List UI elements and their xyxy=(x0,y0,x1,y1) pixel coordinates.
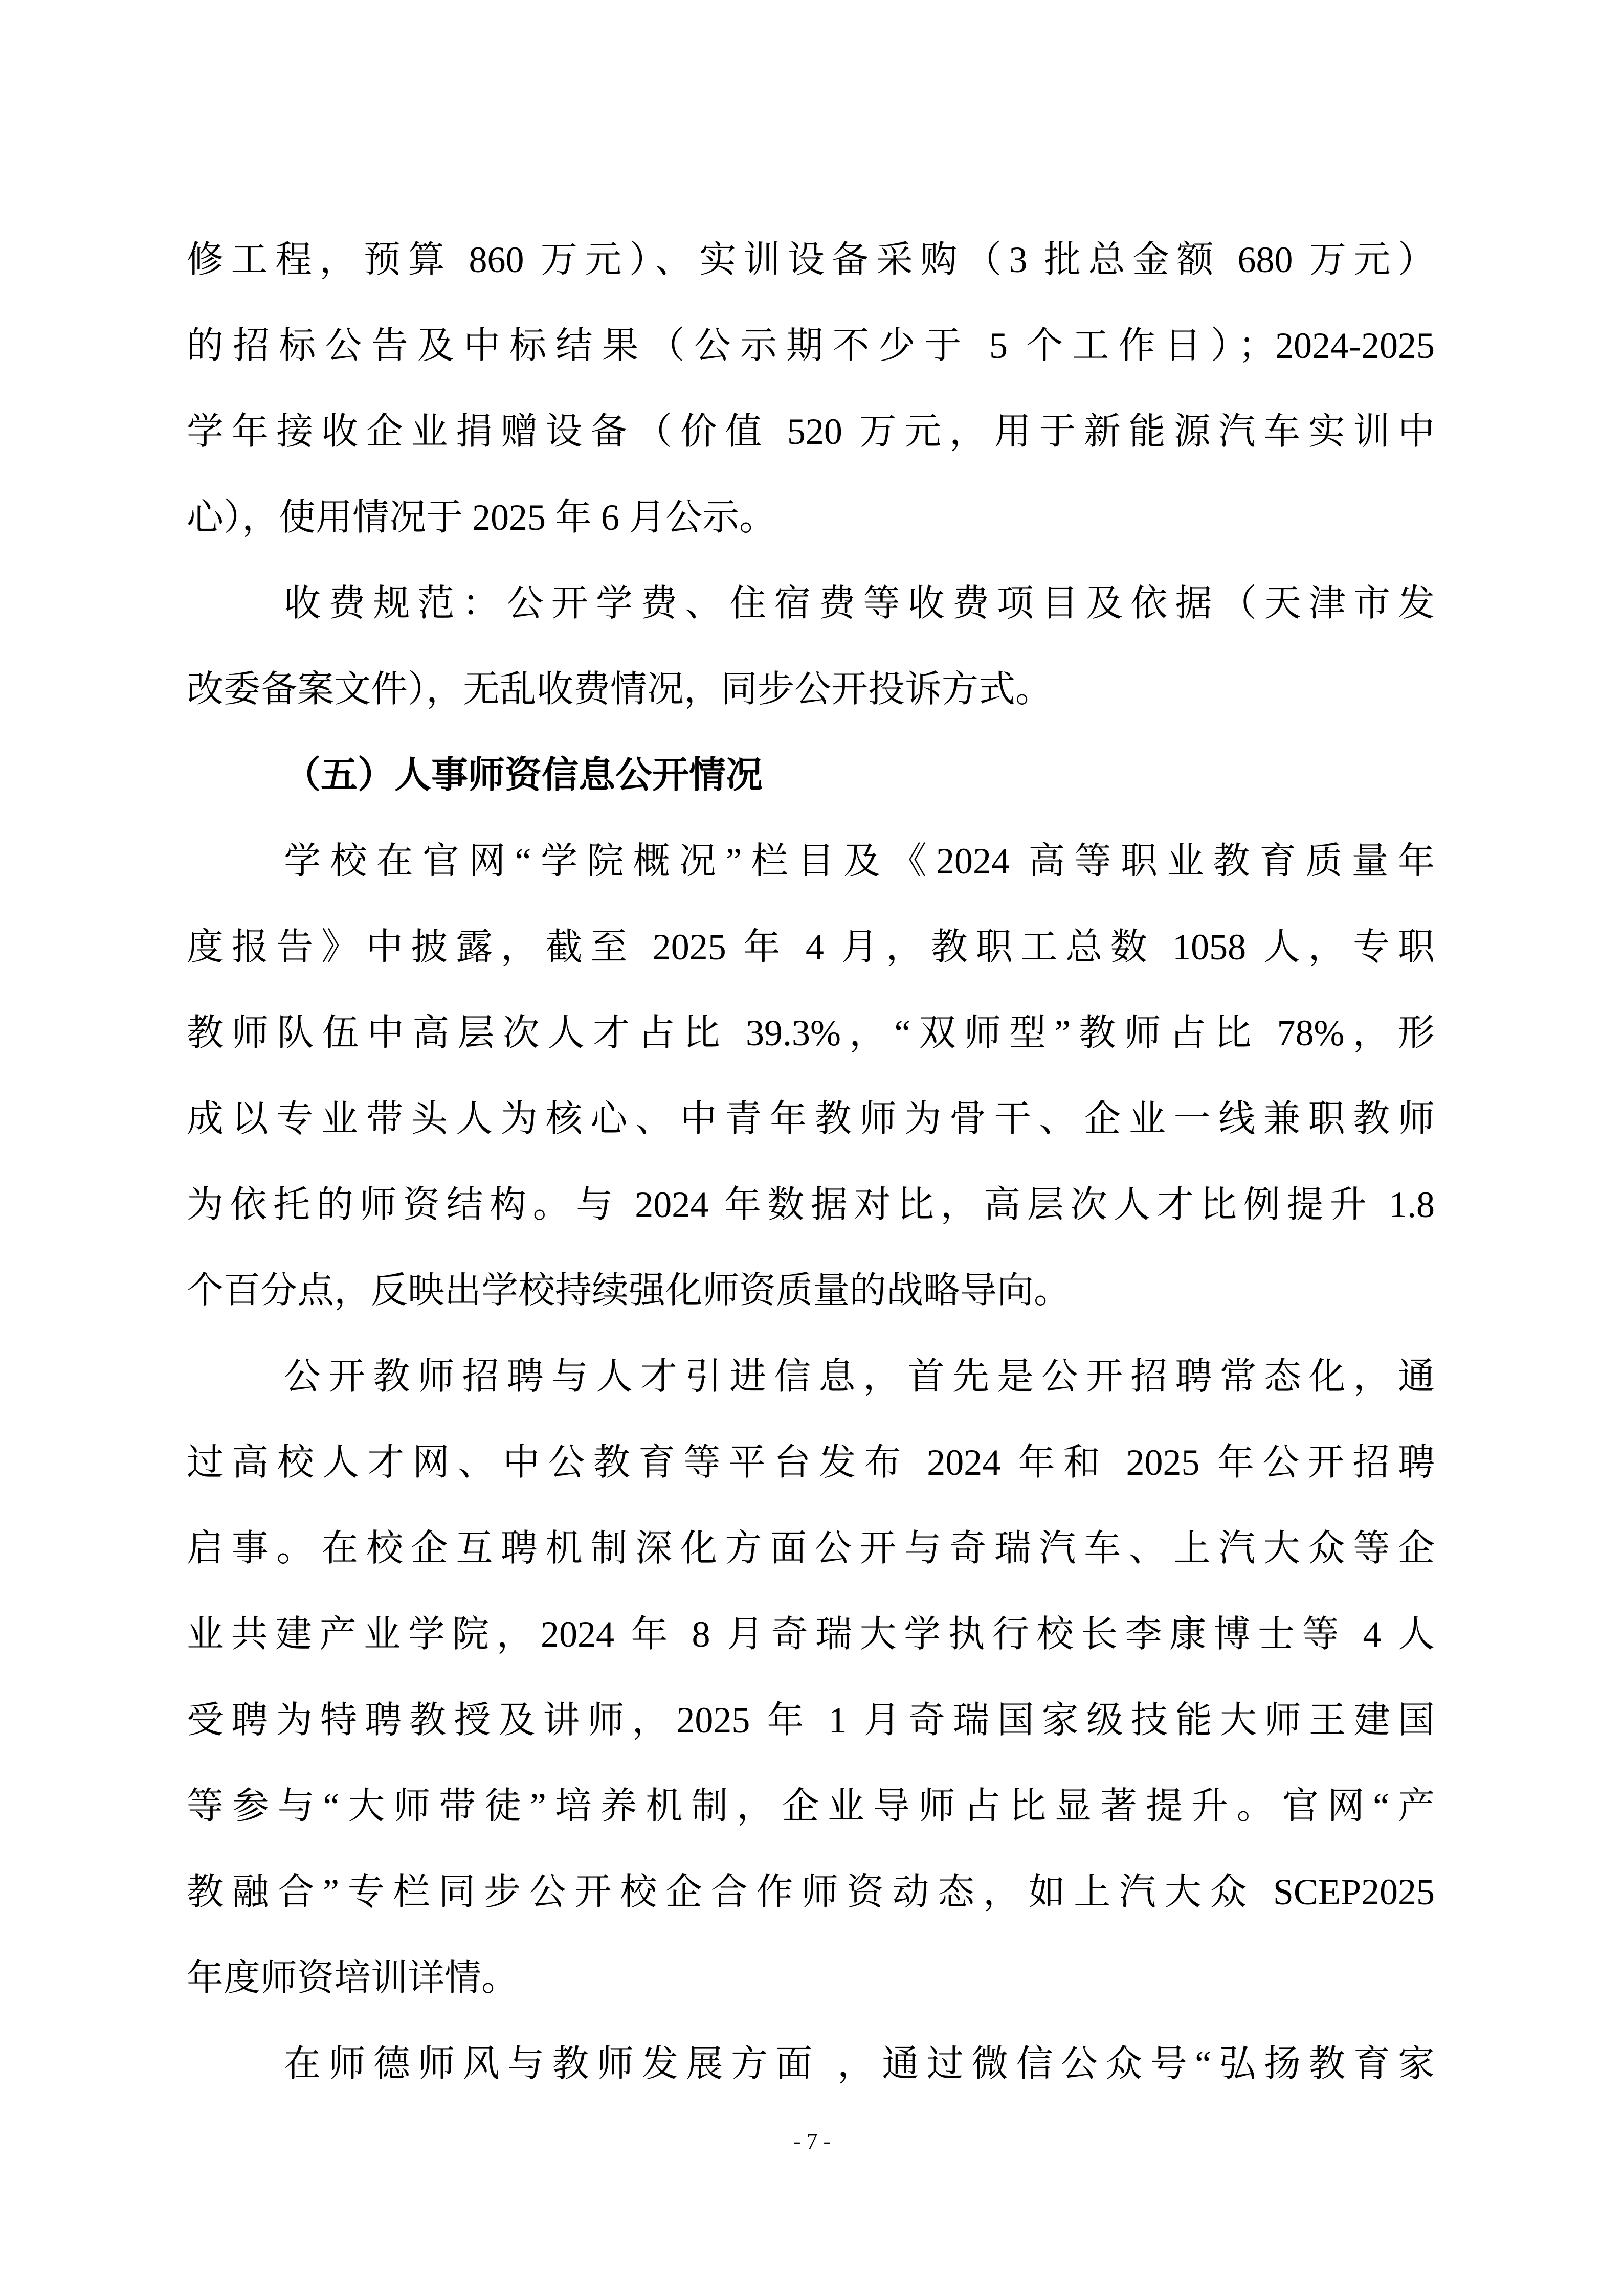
document-body xyxy=(187,217,1435,2107)
text-line: 学年接收企业捐赠设备（价值 520 万元，用于新能源汽车实训中 xyxy=(187,411,1435,452)
text-line: 教师队伍中高层次人才占比 39.3%，“双师型”教师占比 78%，形 xyxy=(187,1012,1435,1053)
text-line: 受聘为特聘教授及讲师，2025 年 1 月奇瑞国家级技能大师王建国 xyxy=(187,1700,1435,1741)
text-line: 公开教师招聘与人才引进信息，首先是公开招聘常态化，通 xyxy=(284,1356,1435,1397)
text-line: 等参与“大师带徒”培养机制，企业导师占比显著提升。官网“产 xyxy=(187,1786,1435,1827)
text-line: 改委备案文件），无乱收费情况，同步公开投诉方式。 xyxy=(187,669,1053,710)
text-line: 度报告》中披露，截至 2025 年 4 月，教职工总数 1058 人，专职 xyxy=(187,927,1435,967)
section-heading: （五）人事师资信息公开情况 xyxy=(284,755,763,796)
text-line: 学校在官网“学院概况”栏目及《2024 高等职业教育质量年 xyxy=(284,841,1435,882)
text-line: 年度师资培训详情。 xyxy=(187,1957,519,1998)
text-line: 成以专业带头人为核心、中青年教师为骨干、企业一线兼职教师 xyxy=(187,1098,1435,1139)
text-line: 业共建产业学院，2024 年 8 月奇瑞大学执行校长李康博士等 4 人 xyxy=(187,1614,1435,1655)
text-line: 收费规范：公开学费、住宿费等收费项目及依据（天津市发 xyxy=(284,583,1435,624)
text-line: 个百分点，反映出学校持续强化师资质量的战略导向。 xyxy=(187,1270,1071,1311)
text-line: 心），使用情况于 2025 年 6 月公示。 xyxy=(187,497,776,538)
text-line: 为依托的师资结构。与 2024 年数据对比，高层次人才比例提升 1.8 xyxy=(187,1184,1435,1225)
text-line: 教融合”专栏同步公开校企合作师资动态，如上汽大众 SCEP2025 xyxy=(187,1872,1435,1912)
text-line: 修工程，预算 860 万元）、实训设备采购（3 批总金额 680 万元） xyxy=(187,239,1435,280)
text-line: 在师德师风与教师发展方面 ，通过微信公众号“弘扬教育家 xyxy=(284,2043,1435,2084)
text-line: 过高校人才网、中公教育等平台发布 2024 年和 2025 年公开招聘 xyxy=(187,1442,1435,1483)
text-line: 的招标公告及中标结果（公示期不少于 5 个工作日）；2024-2025 xyxy=(187,325,1435,366)
text-line: 启事。在校企互聘机制深化方面公开与奇瑞汽车、上汽大众等企 xyxy=(187,1528,1435,1569)
page-number: - 7 - xyxy=(793,2129,831,2154)
